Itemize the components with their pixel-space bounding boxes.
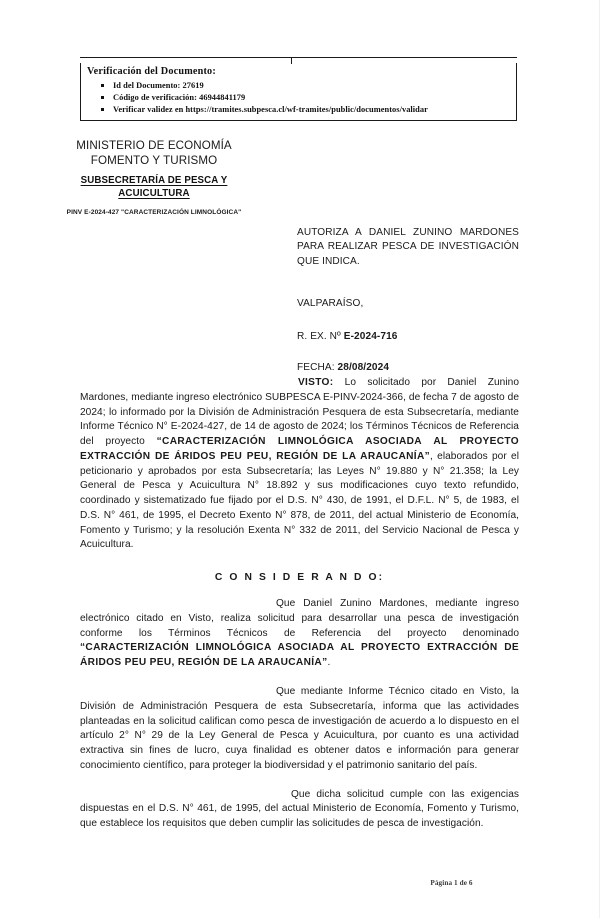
cons3-text: Que dicha solicitud cumple con las exigencias dispuestas en el D.S. N° 461, de 1995, del actual Ministerio de Economía, Fomento y Turismo, que establece los requisitos que deben cumplir las solicitudes de pesca de investigación. [80, 788, 519, 830]
visto-project-title: “CARACTERIZACIÓN LIMNOLÓGICA ASOCIADA AL PROYECTO EXTRACCIÓN DE ÁRIDOS PEU PEU, REGIÓN DE LA ARAUCANÍA” [80, 436, 519, 462]
verification-box-notch [80, 57, 517, 63]
verification-box [80, 57, 517, 121]
cons2-text: Que mediante Informe Técnico citado en Visto, la División de Administración Pesquera de esta Subsecretaría, informa que las actividades planteadas en la solicitud califican como pesca de investigación de acuerdo a lo dispuesto en el artículo 2° N° 29 de la Ley General de Pesca y Acuicultura, por cuanto es una actividad extractiva sin fines de lucro, cuya finalidad es obtener datos e información para generar conocimiento científico, para proteger la biodiversidad y el patrimonio sanitario del país. [80, 686, 519, 771]
visto-text-part-1: Lo solicitado por Daniel Zunino Mardones, mediante ingreso electrónico SUBPESCA E-PINV-2024-366, de fecha 7 de agosto de 2024; lo informado por la División de Administración Pesquera de esta Subsecretaría, mediante Informe Técnico N° E-2024-427, de 14 de agosto de 2024; los Términos Técnicos de Referencia del proyecto [80, 377, 519, 448]
considerando-heading: C O N S I D E R A N D O: [214, 572, 385, 584]
letterhead [28, 138, 280, 218]
project-code-label: PINV E-2024-427 "CARACTERIZACIÓN LIMNOLÓGICA" [66, 209, 242, 217]
cons1-project-title: “CARACTERIZACIÓN LIMNOLÓGICA ASOCIADA AL PROYECTO EXTRACCIÓN DE ÁRIDOS PEU PEU, REGIÓN DE LA ARAUCANÍA” [80, 642, 519, 669]
visto-label: VISTO: [298, 377, 334, 388]
date-label: FECHA: [297, 361, 338, 373]
visto-text-part-2: , elaborados por el peticionario y aprobados por esta Subsecretaría; las Leyes N° 19.880 y N° 21.358; la Ley General de Pesca y Acuicultura N° 18.892 y sus modificaciones cuyo texto refundido, coordinado y sistematizado fue fijado por el D.S. N° 430, de 1991, el D.F.L. N° 5, de 1983, el D.S. N° 461, de 1995, el Decreto Exento N° 878, de 2011, del actual Ministerio de Economía, Fomento y Turismo; y la resolución Exenta N° 332 de 2011, del Servicio Nacional de Pesca y Acuicultura. [80, 450, 519, 551]
page-footer [0, 872, 599, 890]
resolution-label: R. EX. Nº [297, 330, 344, 342]
document-date-line [297, 362, 519, 373]
date-value: 28/08/2024 [337, 361, 390, 373]
paragraph-considerando-3 [80, 788, 519, 832]
paragraph-visto [80, 376, 519, 553]
verification-item-code: Código de verificación: 46944841179 [87, 92, 511, 104]
ministry-line-1: MINISTERIO DE ECONOMÍA [76, 139, 232, 152]
verification-item-url: Verificar validez en https://tramites.subpesca.cl/wf-tramites/public/documentos/validar [87, 104, 511, 116]
subsecretaria-heading [28, 174, 280, 202]
paragraph-considerando-1 [80, 597, 519, 671]
paragraph-considerando-2 [80, 685, 519, 774]
ministry-line-2: FOMENTO Y TURISMO [90, 154, 218, 168]
heading-column [297, 226, 519, 373]
verification-list [87, 80, 511, 116]
verification-title: Verificación del Documento: [87, 66, 216, 77]
document-body [80, 376, 519, 832]
subsecretaria-line-1: SUBSECRETARÍA DE PESCA Y [80, 174, 228, 186]
verification-item-document-id: Id del Documento: 27619 [87, 80, 511, 92]
subsecretaria-line-2: ACUICULTURA [118, 188, 190, 200]
cons1-text-part-2: . [327, 657, 331, 669]
resolution-number-line [297, 331, 519, 342]
document-city: VALPARAÍSO, [297, 297, 364, 309]
resolution-number: E-2024-716 [343, 330, 398, 342]
document-subject: AUTORIZA A DANIEL ZUNINO MARDONES PARA REALIZAR PESCA DE INVESTIGACIÓN QUE INDICA. [297, 227, 519, 267]
cons1-text-part-1: Que Daniel Zunino Mardones, mediante ingreso electrónico citado en Visto, realiza solicitud para desarrollar una pesca de investigación conforme los Términos Técnicos de Referencia del proyecto denominado [80, 598, 519, 639]
page-number-label: Página 1 de 6 [430, 879, 473, 887]
